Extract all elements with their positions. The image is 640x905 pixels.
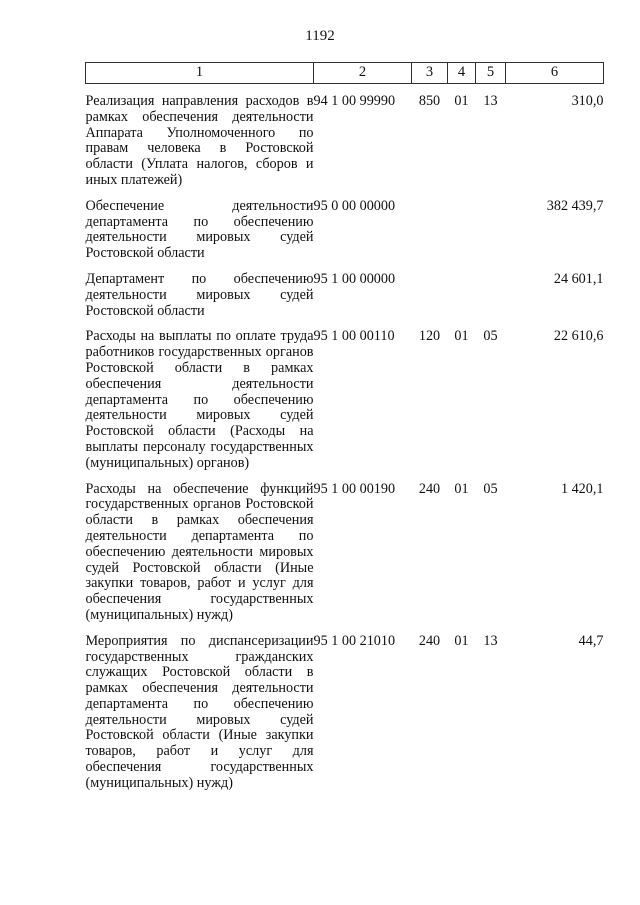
row-sum: 382 439,7: [546, 197, 604, 214]
row-name: Обеспечение деятельности департамента по обеспечению деятельности мировых судей Ростовской области: [85, 197, 314, 262]
table-row: [86, 634, 604, 792]
row-name: Реализация направления расходов в рамках обеспечения деятельности Аппарата Уполномоченного по правам человека в Ростовской области (Уплата налогов, сборов и иных платежей): [85, 93, 314, 188]
row-sum: 22 610,6: [553, 328, 604, 345]
column-header-1: 1: [86, 63, 314, 84]
row-code: 95 1 00 00110: [313, 328, 395, 345]
table-row: [86, 272, 604, 319]
row-name: Мероприятия по диспансеризации государственных гражданских служащих Ростовской области в рамках обеспечения деятельности департамента по обеспечению деятельности мировых судей Ростовской области (Иные закупки товаров, работ и услуг для обеспечения государственных (муниципальных) нужд): [85, 632, 314, 791]
row-code: 95 1 00 00190: [313, 480, 396, 497]
row-section: 01: [454, 328, 469, 345]
row-name: Расходы на обеспечение функций государственных органов Ростовской области в рамках обеспечения деятельности департамента по обеспечению деятельности мировых судей Ростовской области (Иные закупки товаров, работ и услуг для обеспечения государственных (муниципальных) нужд): [85, 480, 314, 623]
row-sum: 1 420,1: [560, 480, 604, 497]
row-expense-type: 120: [418, 328, 441, 345]
row-subsection: 13: [483, 632, 498, 649]
row-sum: 310,0: [571, 93, 604, 109]
row-name: Расходы на выплаты по оплате труда работников государственных органов Ростовской области в рамках обеспечения деятельности департамента по обеспечению деятельности мировых судей Ростовской области (Расходы на выплаты персоналу государственных (муниципальных) органов): [85, 328, 314, 471]
table-row: [86, 94, 604, 189]
row-expense-type: [412, 199, 448, 262]
row-subsection: 13: [483, 93, 498, 109]
page-number: 1192: [305, 28, 335, 44]
row-sum: 24 601,1: [553, 270, 604, 287]
row-code: 94 1 00 99990: [313, 93, 396, 109]
row-expense-type: 240: [418, 632, 441, 649]
row-section: 01: [454, 632, 469, 649]
row-subsection: [476, 272, 506, 319]
row-section: [448, 272, 476, 319]
row-code: 95 0 00 00000: [313, 197, 396, 214]
column-header-6: 6: [506, 63, 604, 84]
table-header: [86, 63, 604, 84]
row-section: 01: [454, 480, 469, 497]
column-header-4: 4: [448, 63, 476, 84]
row-code: 95 1 00 00000: [313, 270, 396, 287]
column-header-2: 2: [314, 63, 412, 84]
column-header-5: 5: [476, 63, 506, 84]
column-header-3: 3: [412, 63, 448, 84]
row-expense-type: 240: [418, 480, 441, 497]
row-subsection: 05: [483, 328, 498, 345]
table-row: [86, 329, 604, 471]
budget-table: [85, 62, 604, 792]
row-section: [448, 199, 476, 262]
row-expense-type: 850: [418, 93, 441, 109]
row-subsection: [476, 199, 506, 262]
row-expense-type: [412, 272, 448, 319]
row-sum: 44,7: [578, 632, 604, 649]
row-section: 01: [454, 93, 469, 109]
row-subsection: 05: [483, 480, 498, 497]
table-row: [86, 482, 604, 624]
table-row: [86, 199, 604, 262]
row-name: Департамент по обеспечению деятельности мировых судей Ростовской области: [85, 270, 314, 319]
row-code: 95 1 00 21010: [313, 632, 396, 649]
